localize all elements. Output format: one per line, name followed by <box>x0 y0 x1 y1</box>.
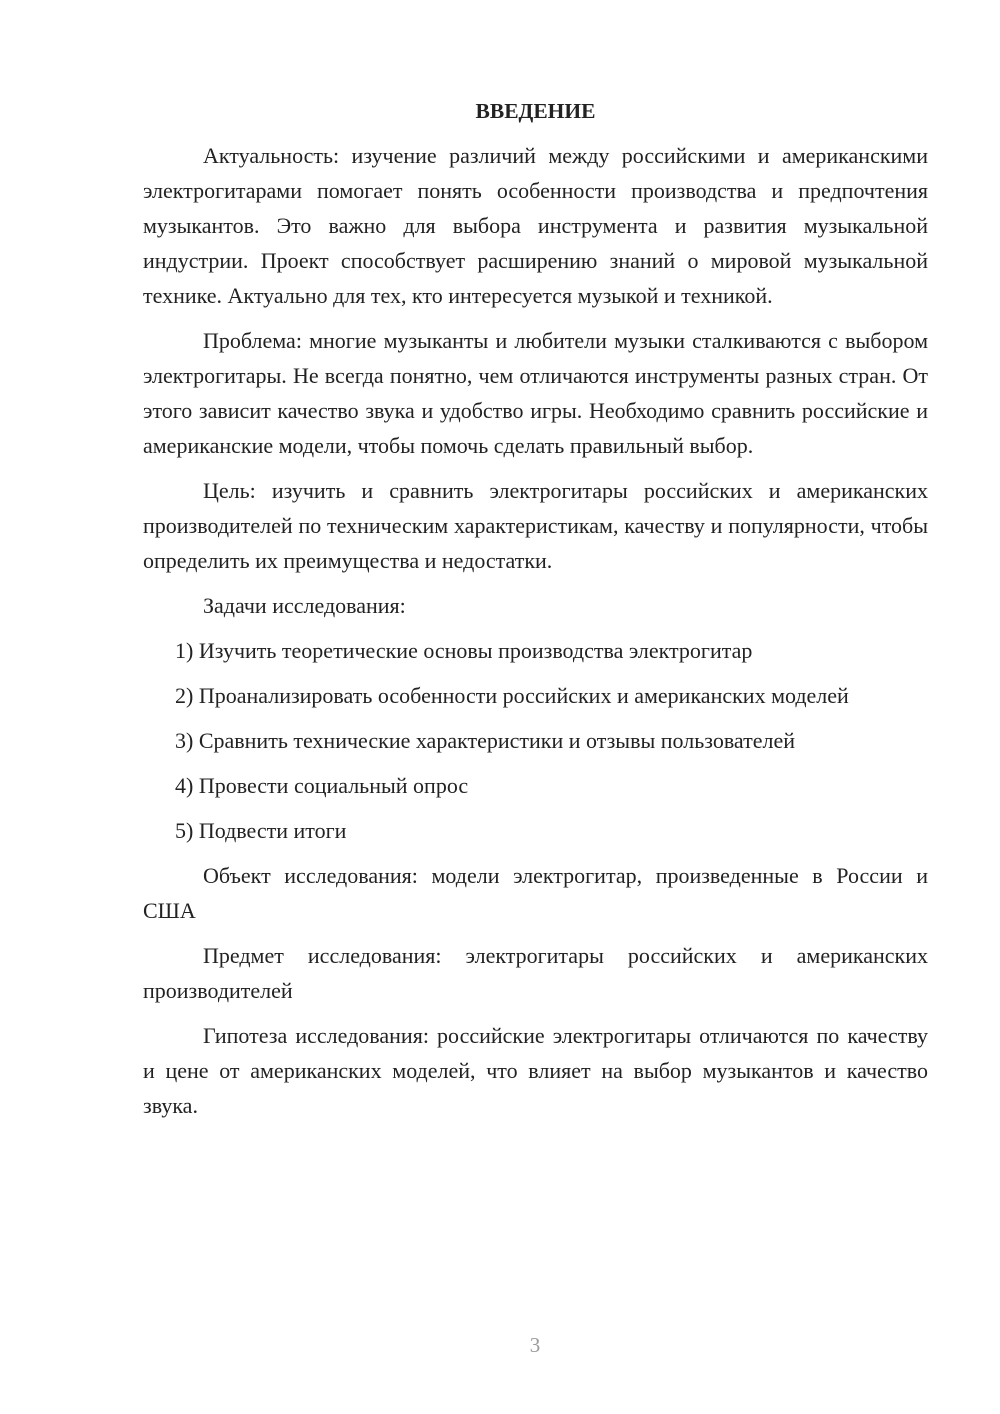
task-item: 2) Проанализировать особенности российских и американских моделей <box>175 683 849 708</box>
task-item: 4) Провести социальный опрос <box>175 773 469 798</box>
paragraph-hypothesis: Гипотеза исследования: российские электрогитары отличаются по качеству и цене от американских моделей, что влияет на выбор музыкантов и качество звука. <box>143 1023 928 1118</box>
paragraph-goal: Цель: изучить и сравнить электрогитары российских и американских производителей по техническим характеристикам, качеству и популярности, чтобы определить их преимущества и недостатки. <box>143 478 928 573</box>
paragraph-problem: Проблема: многие музыканты и любители музыки сталкиваются с выбором электрогитары. Не всегда понятно, чем отличаются инструменты разных стран. От этого зависит качество звука и удобство игры. Необходимо сравнить российские и американские модели, чтобы помочь сделать правильный выбор. <box>143 328 928 458</box>
page-title: ВВЕДЕНИЕ <box>475 99 596 123</box>
document-body <box>143 94 928 1133</box>
paragraph-relevance: Актуальность: изучение различий между российскими и американскими электрогитарами помогает понять особенности производства и предпочтения музыкантов. Это важно для выбора инструмента и развития музыкальной индустрии. Проект способствует расширению знаний о мировой музыкальной технике. Актуально для тех, кто интересуется музыкой и техникой. <box>143 143 928 308</box>
task-item: 1) Изучить теоретические основы производства электрогитар <box>175 638 753 663</box>
paragraph-object: Объект исследования: модели электрогитар, произведенные в России и США <box>143 863 928 923</box>
paragraph-tasks-heading: Задачи исследования: <box>203 593 406 618</box>
page-number: 3 <box>529 1333 541 1357</box>
task-item: 3) Сравнить технические характеристики и отзывы пользователей <box>175 728 796 753</box>
task-item: 5) Подвести итоги <box>175 818 347 843</box>
paragraph-subject: Предмет исследования: электрогитары российских и американских производителей <box>143 943 928 1003</box>
